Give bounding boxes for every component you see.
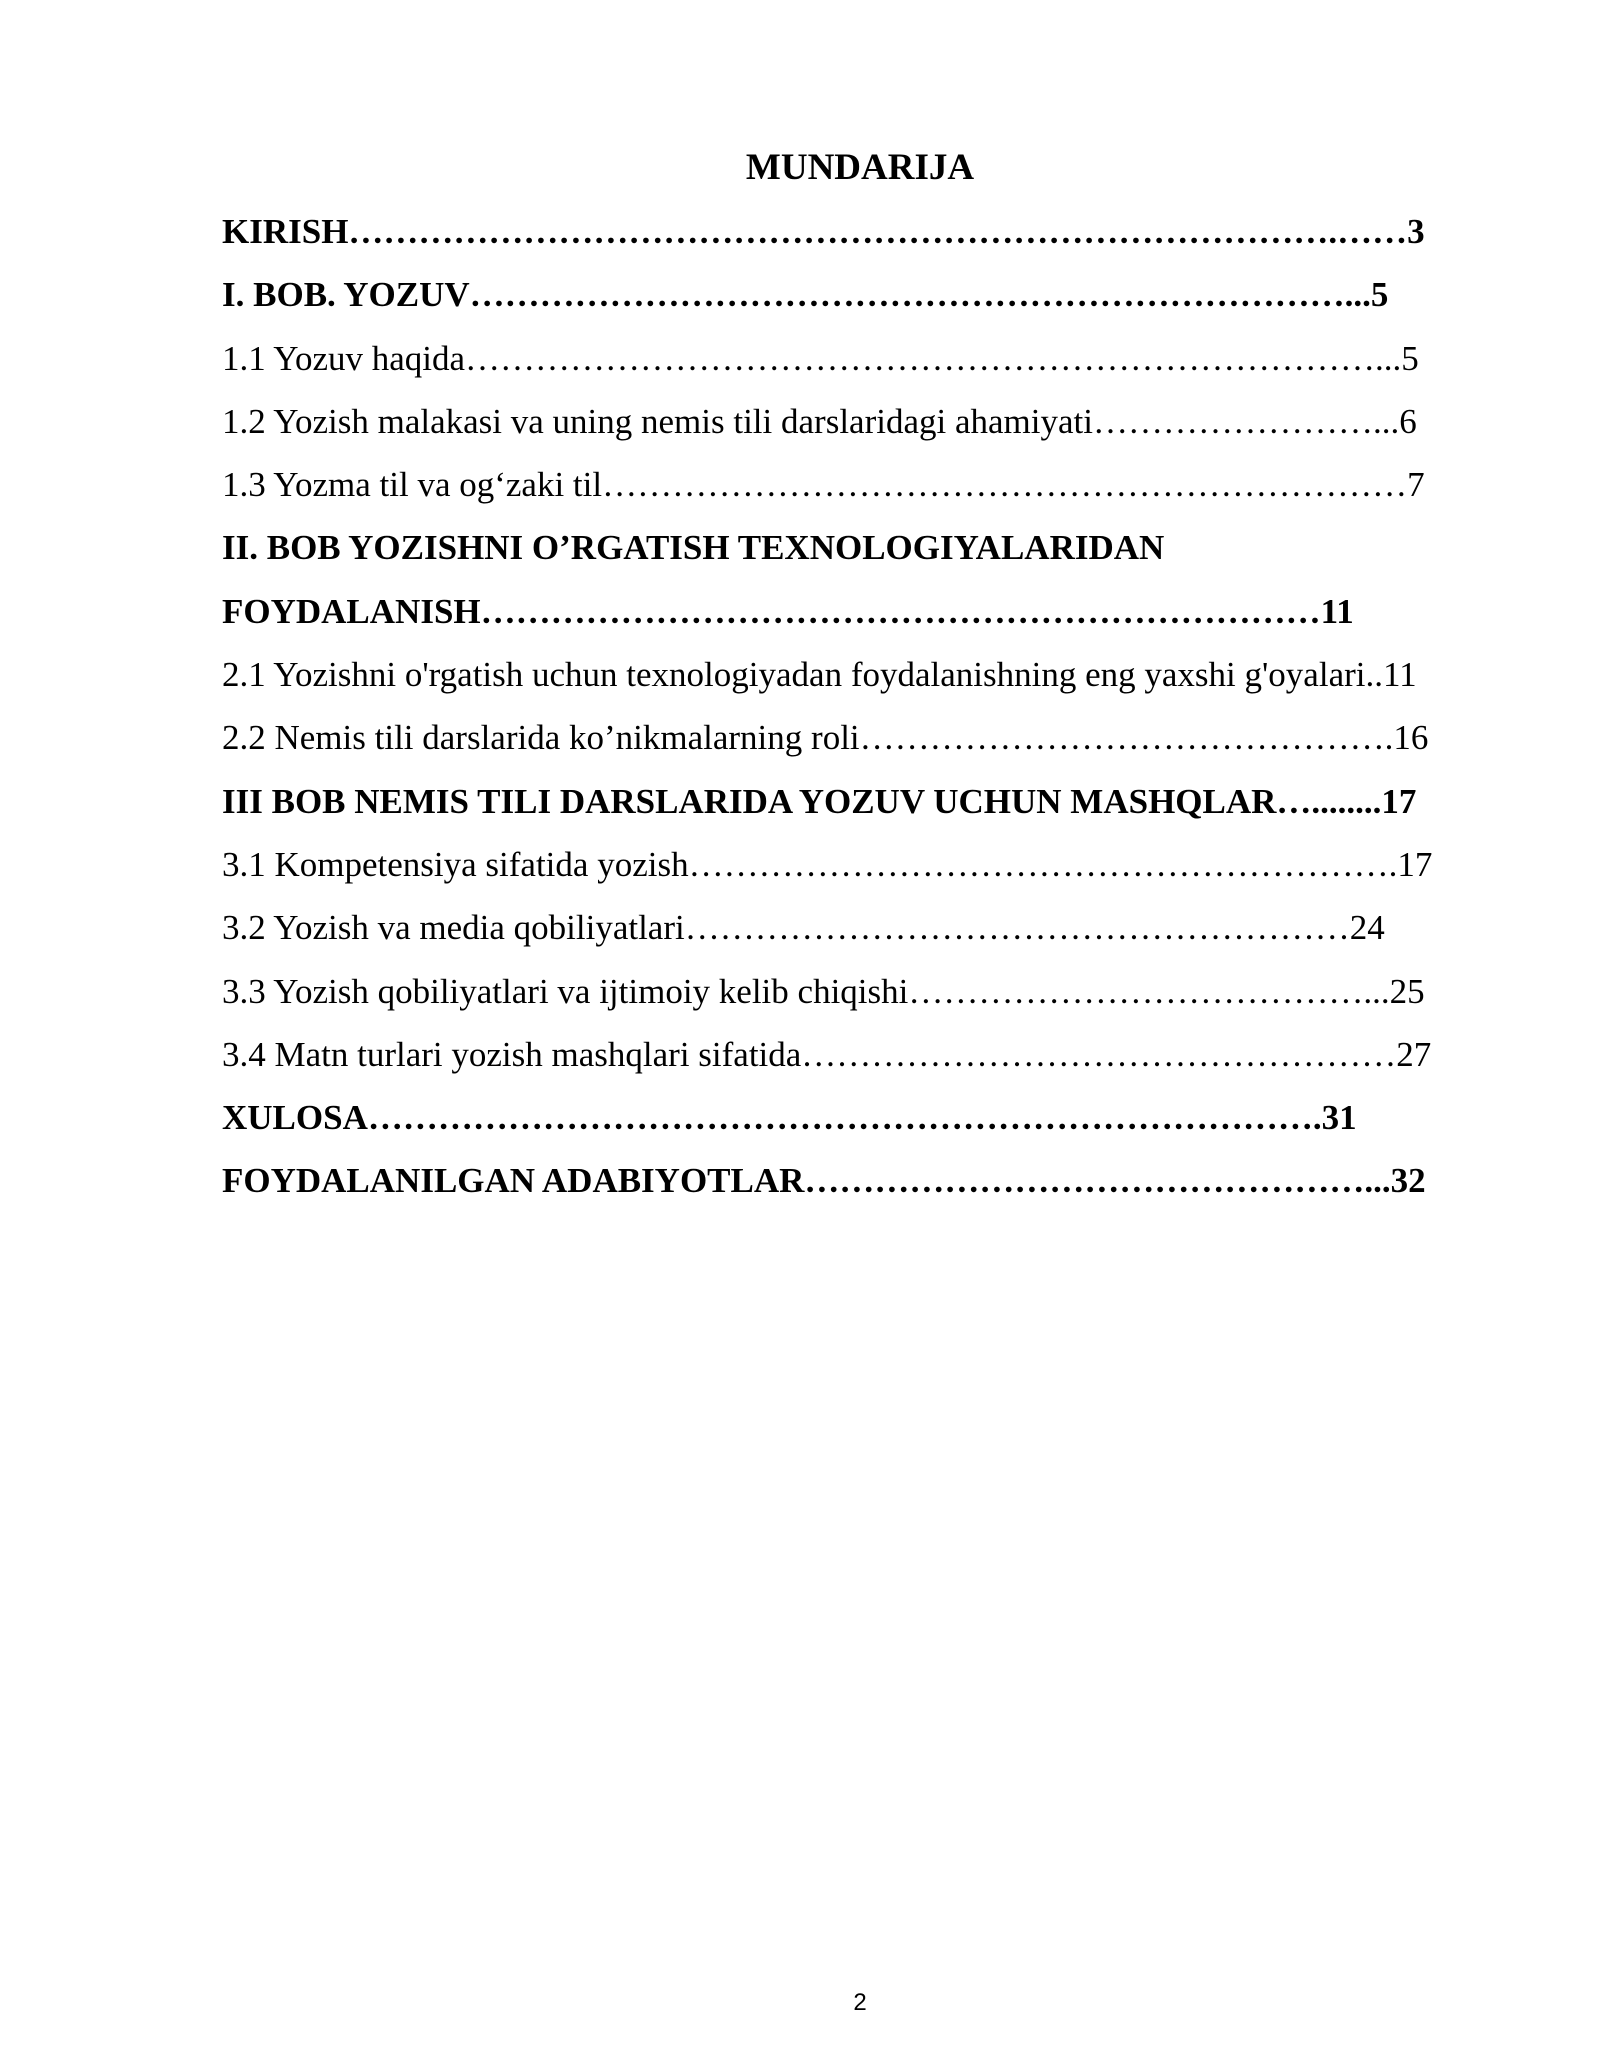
- toc-entry: FOYDALANILGAN ADABIYOTLAR…………………………………………...32: [222, 1161, 1426, 1201]
- page-number: 2: [853, 1989, 867, 2016]
- toc-entry: II. BOB YOZISHNI O’RGATISH TEXNOLOGIYALARIDAN: [222, 528, 1165, 568]
- toc-entry: I. BOB. YOZUV…………………………………………………………………...5: [222, 275, 1389, 315]
- toc-title: MUNDARIJA: [745, 147, 975, 188]
- toc-entry: 1.2 Yozish malakasi va uning nemis tili darslaridagi ahamiyati……………………...6: [222, 401, 1417, 441]
- toc-entry: 1.1 Yozuv haqida……………………………………………………………………...5: [222, 338, 1419, 378]
- toc-entry: 2.1 Yozishni o'rgatish uchun texnologiyadan foydalanishning eng yaxshi g'oyalari..11: [222, 655, 1417, 695]
- toc-entry: 3.2 Yozish va media qobiliyatlari…………………………………………………24: [222, 908, 1385, 948]
- toc-entry: 3.1 Kompetensiya sifatida yozish…………………………………………………….17: [222, 844, 1433, 884]
- toc-entry: 3.3 Yozish qobiliyatlari va ijtimoiy kelib chiqishi…………………………………...25: [222, 971, 1425, 1011]
- table-of-contents: [222, 210, 1484, 1223]
- toc-entry: III BOB NEMIS TILI DARSLARIDA YOZUV UCHUN MASHQLAR…........17: [222, 781, 1417, 821]
- toc-entry: XULOSA……………………………………………………………………….31: [222, 1098, 1357, 1138]
- toc-entry: 1.3 Yozma til va og‘zaki til……………………………………………………………7: [222, 465, 1425, 505]
- toc-entry: KIRISH………………………………………………………………………….……3: [222, 212, 1425, 251]
- toc-entry: 2.2 Nemis tili darslarida ko’nikmalarning roli……………………………………….16: [222, 718, 1429, 758]
- toc-entry: 3.4 Matn turlari yozish mashqlari sifatida……………………………………………27: [222, 1034, 1432, 1074]
- toc-entry: FOYDALANISH………………………………………………………………11: [222, 591, 1354, 631]
